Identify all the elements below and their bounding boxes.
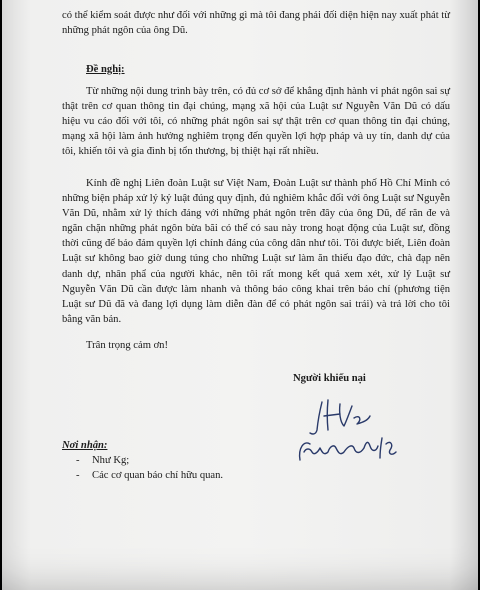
recipient-item-label: Các cơ quan báo chí hữu quan. — [92, 470, 224, 481]
paragraph-request: Kính đề nghị Liên đoàn Luật sư Việt Nam, Đoàn Luật sư thành phố Hồ Chí Minh có những biện pháp xử lý kỷ luật đúng quy định, đủ nghiêm khắc đối với ông Luật sư Nguyễn Văn Dũ, nhằm xử lý thích đáng với những phát ngôn trên đây của ông Dũ, để răn đe và ngăn chặn những phát ngôn bừa bãi có thể có sau này trong hoạt động của Luật sư, đồng thời cũng để bảo đảm quyền lợi chính đáng của công dân như tôi. Tôi được biết, Liên đoàn Luật sư không bao giờ dung túng cho những Luật sư làm ăn thiếu đạo đức, chà đạp nên danh dự, nhân phẩ của người khác, nên tôi rất mong kết quả xem xét, xử lý Luật sư Nguyễn Văn Dũ cần được làm nhanh và thông báo công khai trên báo chí (phương tiện Luật sư Dũ đã và đang lợi dụng làm diễn đàn để có phát ngôn sai trái) và trả lời cho tôi bằng văn bản. — [62, 178, 450, 325]
recipient-item-label: Như Kg; — [92, 455, 130, 466]
handwritten-signature — [294, 390, 414, 470]
complainant-label: Người khiếu nại — [293, 373, 366, 384]
proposal-heading: Đề nghị: — [86, 64, 125, 75]
letter-page — [2, 0, 478, 590]
paragraph-continuation: có thể kiểm soát được như đối với những gì mà tôi đang phải đối diện hiện nay xuất phát từ những phát ngôn của ông Dũ. — [62, 10, 450, 37]
closing-thanks: Trân trọng cảm ơn! — [86, 340, 169, 351]
recipients-heading: Nơi nhận: — [62, 440, 108, 451]
recipient-item: - Các cơ quan báo chí hữu quan. — [76, 470, 224, 481]
paragraph-grounds: Từ những nội dung trình bày trên, có đủ cơ sở để khẳng định hành vi phát ngôn sai sự thật trên cơ quan thông tin đại chúng, mạng xã hội của Luật sư Nguyễn Văn Dũ có dấu hiệu vu cáo đối với tôi, có những phát ngôn sai sự thật trên cơ quan thông tin đại chúng, mạng xã hội làm ảnh hưởng nghiêm trọng đến quyền lợi hợp pháp và uy tín, danh dự của tôi, khiến tôi và gia đình bị tổn thương, bị thiệt hại rất nhiều. — [62, 86, 450, 158]
recipient-item: - Như Kg; — [76, 455, 130, 466]
